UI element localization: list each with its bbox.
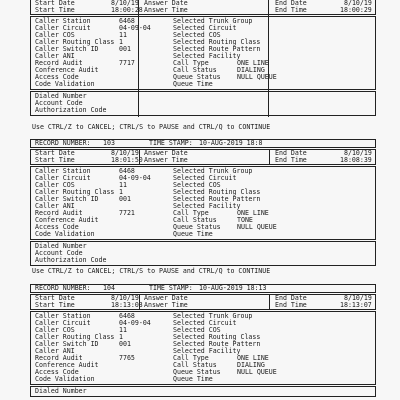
caller-station-value: 6468 [119, 312, 135, 320]
code-validation-label: Code Validation [35, 230, 95, 238]
ctrl-instruction: Use CTRL/Z to CANCEL; CTRL/S to PAUSE and CTRL/Q to CONTINUE [32, 267, 271, 275]
queue-status-label: Queue Status [173, 223, 221, 231]
call-type-label: Call Type [173, 354, 209, 362]
selected-facility-label: Selected Facility [173, 202, 241, 210]
record-number-value: 103 [103, 139, 115, 147]
call-type-label: Call Type [173, 209, 209, 217]
authorization-code-label: Authorization Code [35, 106, 107, 114]
column-divider [139, 150, 140, 164]
answer-date-label: Answer Date [144, 149, 188, 157]
end-date-value: 8/10/19 [344, 0, 372, 7]
selected-cos-label: Selected COS [173, 31, 221, 39]
dialed-section [30, 91, 376, 116]
end-date-value: 8/10/19 [344, 149, 372, 157]
access-code-label: Access Code [35, 223, 79, 231]
call-type-value: ONE LINE [237, 354, 269, 362]
caller-section [30, 166, 376, 240]
access-code-label: Access Code [35, 368, 79, 376]
queue-status-value: NULL QUEUE [237, 73, 277, 81]
queue-status-value: NULL QUEUE [237, 223, 277, 231]
selected-route-pattern-label: Selected Route Pattern [173, 45, 261, 53]
caller-switch-id-value: 001 [119, 195, 131, 203]
selected-circuit-label: Selected Circuit [173, 24, 237, 32]
call-type-value: ONE LINE [237, 209, 269, 217]
record-audit-label: Record Audit [35, 59, 83, 67]
caller-routing-class-value: 1 [119, 188, 123, 196]
start-time-value: 18:13:03 [111, 301, 143, 309]
code-validation-label: Code Validation [35, 375, 95, 383]
caller-ani-label: Caller ANI [35, 52, 75, 60]
end-time-value: 18:00:29 [340, 6, 372, 14]
selected-cos-label: Selected COS [173, 181, 221, 189]
caller-cos-value: 11 [119, 31, 127, 39]
caller-station-label: Caller Station [35, 312, 91, 320]
code-validation-label: Code Validation [35, 80, 95, 88]
call-status-value: TONE [237, 216, 253, 224]
start-time-value: 18:01:50 [111, 156, 143, 164]
answer-time-label: Answer Time [144, 6, 188, 14]
selected-circuit-label: Selected Circuit [173, 174, 237, 182]
authorization-code-label: Authorization Code [35, 256, 107, 264]
selected-trunk-group-label: Selected Trunk Group [173, 17, 253, 25]
start-time-row [31, 7, 375, 14]
record-number-label: RECORD NUMBER: [35, 284, 91, 292]
start-time-label: Start Time [35, 156, 75, 164]
dialed-number-label: Dialed Number [35, 92, 87, 100]
selected-route-pattern-label: Selected Route Pattern [173, 195, 261, 203]
selected-route-pattern-label: Selected Route Pattern [173, 340, 261, 348]
call-type-value: ONE LINE [237, 59, 269, 67]
caller-circuit-value: 04-09-04 [119, 174, 151, 182]
caller-ani-label: Caller ANI [35, 202, 75, 210]
call-record-103 [30, 139, 376, 267]
dialed-number-label: Dialed Number [35, 387, 87, 395]
queue-status-label: Queue Status [173, 368, 221, 376]
record-audit-value: 7717 [119, 59, 135, 67]
start-date-value: 8/10/19 [111, 294, 139, 302]
queue-time-label: Queue Time [173, 375, 213, 383]
caller-circuit-value: 04-09-04 [119, 319, 151, 327]
caller-cos-label: Caller COS [35, 31, 75, 39]
caller-cos-label: Caller COS [35, 326, 75, 334]
account-code-label: Account Code [35, 99, 83, 107]
selected-facility-label: Selected Facility [173, 52, 241, 60]
ctrl-instruction: Use CTRL/Z to CANCEL; CTRL/S to PAUSE and CTRL/Q to CONTINUE [32, 123, 271, 131]
call-status-value: DIALING [237, 66, 265, 74]
account-code-label: Account Code [35, 249, 83, 257]
end-time-label: End Time [275, 301, 307, 309]
caller-switch-id-label: Caller Switch ID [35, 340, 99, 348]
conference-audit-label: Conference Audit [35, 66, 99, 74]
answer-date-label: Answer Date [144, 0, 188, 7]
selected-routing-class-label: Selected Routing Class [173, 333, 261, 341]
selected-trunk-group-label: Selected Trunk Group [173, 167, 253, 175]
conference-audit-label: Conference Audit [35, 361, 99, 369]
start-time-label: Start Time [35, 6, 75, 14]
caller-cos-value: 11 [119, 326, 127, 334]
selected-routing-class-label: Selected Routing Class [173, 38, 261, 46]
access-code-label: Access Code [35, 73, 79, 81]
column-divider [139, 295, 140, 309]
start-date-label: Start Date [35, 294, 75, 302]
call-status-label: Call Status [173, 361, 217, 369]
time-stamp-value: 10-AUG-2019 18:8 [199, 139, 263, 147]
record-number-value: 104 [103, 284, 115, 292]
caller-station-label: Caller Station [35, 17, 91, 25]
record-audit-value: 7765 [119, 354, 135, 362]
answer-time-label: Answer Time [144, 156, 188, 164]
time-stamp-value: 10-AUG-2019 18:13 [199, 284, 267, 292]
selected-cos-label: Selected COS [173, 326, 221, 334]
caller-switch-id-value: 001 [119, 340, 131, 348]
caller-circuit-label: Caller Circuit [35, 174, 91, 182]
end-time-label: End Time [275, 6, 307, 14]
queue-time-label: Queue Time [173, 80, 213, 88]
selected-circuit-label: Selected Circuit [173, 319, 237, 327]
caller-station-label: Caller Station [35, 167, 91, 175]
conference-audit-label: Conference Audit [35, 216, 99, 224]
end-date-label: End Date [275, 0, 307, 7]
start-date-value: 8/10/19 [111, 0, 139, 7]
start-time-value: 18:00:28 [111, 6, 143, 14]
caller-routing-class-label: Caller Routing Class [35, 188, 115, 196]
caller-station-value: 6468 [119, 167, 135, 175]
start-time-label: Start Time [35, 301, 75, 309]
record-body [30, 0, 376, 15]
dialed-section [30, 386, 376, 397]
caller-section [30, 311, 376, 385]
queue-status-label: Queue Status [173, 73, 221, 81]
start-date-label: Start Date [35, 149, 75, 157]
end-time-value: 18:08:39 [340, 156, 372, 164]
column-divider [269, 150, 270, 164]
caller-station-value: 6468 [119, 17, 135, 25]
answer-time-label: Answer Time [144, 301, 188, 309]
column-divider [269, 295, 270, 309]
selected-facility-label: Selected Facility [173, 347, 241, 355]
record-header [30, 139, 376, 148]
caller-switch-id-label: Caller Switch ID [35, 45, 99, 53]
caller-circuit-label: Caller Circuit [35, 24, 91, 32]
caller-ani-label: Caller ANI [35, 347, 75, 355]
caller-cos-value: 11 [119, 181, 127, 189]
start-date-label: Start Date [35, 0, 75, 7]
caller-circuit-label: Caller Circuit [35, 319, 91, 327]
caller-routing-class-label: Caller Routing Class [35, 333, 115, 341]
caller-routing-class-label: Caller Routing Class [35, 38, 115, 46]
call-type-label: Call Type [173, 59, 209, 67]
call-record-104 [30, 284, 376, 398]
caller-cos-label: Caller COS [35, 181, 75, 189]
call-record-1 [30, 0, 376, 117]
queue-time-label: Queue Time [173, 230, 213, 238]
caller-switch-id-value: 001 [119, 45, 131, 53]
record-header [30, 284, 376, 293]
dialed-section [30, 241, 376, 266]
queue-status-value: NULL QUEUE [237, 368, 277, 376]
answer-date-label: Answer Date [144, 294, 188, 302]
record-body [30, 149, 376, 165]
time-stamp-label: TIME STAMP: [149, 284, 193, 292]
call-status-value: DIALING [237, 361, 265, 369]
end-time-label: End Time [275, 156, 307, 164]
end-date-label: End Date [275, 294, 307, 302]
selected-trunk-group-label: Selected Trunk Group [173, 312, 253, 320]
caller-routing-class-value: 1 [119, 38, 123, 46]
start-date-value: 8/10/19 [111, 149, 139, 157]
caller-section [30, 16, 376, 90]
time-stamp-label: TIME STAMP: [149, 139, 193, 147]
start-date-row [31, 0, 375, 7]
record-audit-value: 7721 [119, 209, 135, 217]
caller-switch-id-label: Caller Switch ID [35, 195, 99, 203]
record-body [30, 294, 376, 310]
record-audit-label: Record Audit [35, 209, 83, 217]
caller-circuit-value: 04-09-04 [119, 24, 151, 32]
selected-routing-class-label: Selected Routing Class [173, 188, 261, 196]
caller-routing-class-value: 1 [119, 333, 123, 341]
end-date-value: 8/10/19 [344, 294, 372, 302]
record-audit-label: Record Audit [35, 354, 83, 362]
record-number-label: RECORD NUMBER: [35, 139, 91, 147]
end-time-value: 18:13:07 [340, 301, 372, 309]
end-date-label: End Date [275, 149, 307, 157]
call-status-label: Call Status [173, 66, 217, 74]
dialed-number-label: Dialed Number [35, 242, 87, 250]
call-status-label: Call Status [173, 216, 217, 224]
